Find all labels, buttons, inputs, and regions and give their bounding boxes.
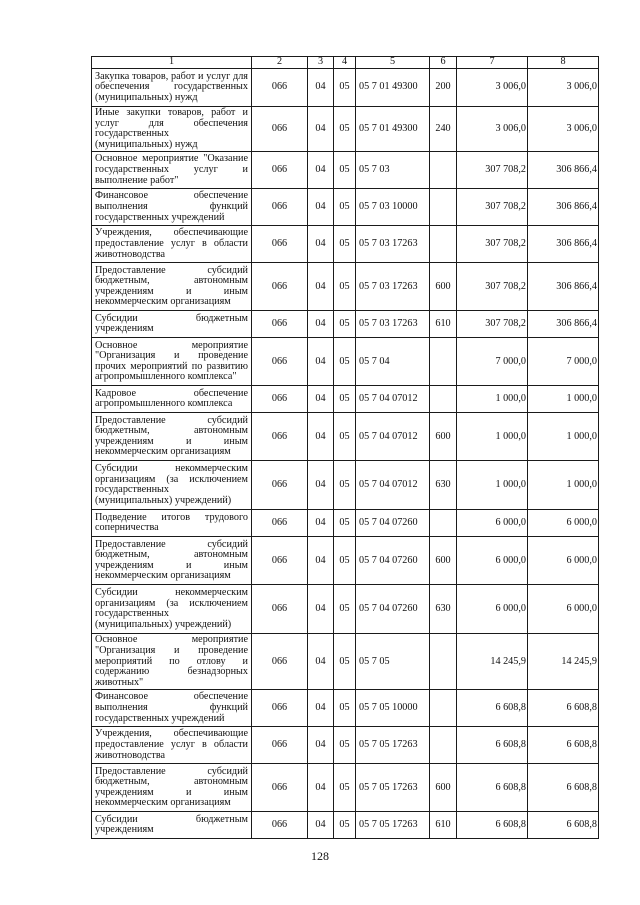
amount-first: 6 608,8 — [457, 764, 528, 812]
subsection-code: 05 — [334, 690, 356, 727]
amount-first: 307 708,2 — [457, 226, 528, 263]
expense-type-code — [430, 727, 457, 764]
column-header: 7 — [457, 57, 528, 69]
column-header: 5 — [356, 57, 430, 69]
target-article-code: 05 7 04 07012 — [356, 461, 430, 510]
section-code: 04 — [308, 311, 334, 338]
section-code: 04 — [308, 510, 334, 537]
column-header: 8 — [528, 57, 599, 69]
expense-type-code: 600 — [430, 263, 457, 311]
row-name: Финансовое обеспечение выполнения функций государственных учреждений — [92, 189, 252, 226]
section-code: 04 — [308, 461, 334, 510]
target-article-code: 05 7 03 17263 — [356, 311, 430, 338]
subsection-code: 05 — [334, 226, 356, 263]
subsection-code: 05 — [334, 189, 356, 226]
table-row — [92, 634, 599, 690]
table-row — [92, 537, 599, 585]
amount-first: 307 708,2 — [457, 311, 528, 338]
ministry-code: 066 — [252, 311, 308, 338]
section-code: 04 — [308, 537, 334, 585]
table-row — [92, 311, 599, 338]
row-name: Субсидии бюджетным учреждениям — [92, 812, 252, 839]
ministry-code: 066 — [252, 634, 308, 690]
amount-first: 6 000,0 — [457, 537, 528, 585]
ministry-code: 066 — [252, 226, 308, 263]
ministry-code: 066 — [252, 189, 308, 226]
section-code: 04 — [308, 585, 334, 634]
target-article-code: 05 7 03 — [356, 152, 430, 189]
amount-first: 1 000,0 — [457, 386, 528, 413]
subsection-code: 05 — [334, 727, 356, 764]
target-article-code: 05 7 04 07260 — [356, 585, 430, 634]
ministry-code: 066 — [252, 727, 308, 764]
table-row — [92, 764, 599, 812]
subsection-code: 05 — [334, 263, 356, 311]
ministry-code: 066 — [252, 585, 308, 634]
column-header: 6 — [430, 57, 457, 69]
section-code: 04 — [308, 764, 334, 812]
amount-first: 7 000,0 — [457, 338, 528, 386]
expense-type-code — [430, 226, 457, 263]
expense-type-code: 600 — [430, 537, 457, 585]
ministry-code: 066 — [252, 107, 308, 152]
table-row — [92, 413, 599, 461]
ministry-code: 066 — [252, 510, 308, 537]
table-row — [92, 107, 599, 152]
row-name: Основное мероприятие "Оказание государственных услуг и выполнение работ" — [92, 152, 252, 189]
amount-second: 306 866,4 — [528, 226, 599, 263]
amount-first: 6 000,0 — [457, 510, 528, 537]
subsection-code: 05 — [334, 764, 356, 812]
row-name: Предоставление субсидий бюджетным, автономным учреждениям и иным некоммерческим организациям — [92, 764, 252, 812]
expense-type-code — [430, 690, 457, 727]
target-article-code: 05 7 01 49300 — [356, 69, 430, 107]
expense-type-code — [430, 386, 457, 413]
section-code: 04 — [308, 226, 334, 263]
section-code: 04 — [308, 338, 334, 386]
table-row — [92, 338, 599, 386]
amount-second: 6 608,8 — [528, 690, 599, 727]
amount-first: 307 708,2 — [457, 263, 528, 311]
row-name: Иные закупки товаров, работ и услуг для обеспечения государственных (муниципальных) нужд — [92, 107, 252, 152]
expense-type-code: 240 — [430, 107, 457, 152]
subsection-code: 05 — [334, 107, 356, 152]
target-article-code: 05 7 04 07260 — [356, 537, 430, 585]
column-header: 2 — [252, 57, 308, 69]
ministry-code: 066 — [252, 812, 308, 839]
amount-first: 14 245,9 — [457, 634, 528, 690]
row-name: Подведение итогов трудового соперничества — [92, 510, 252, 537]
ministry-code: 066 — [252, 338, 308, 386]
subsection-code: 05 — [334, 311, 356, 338]
ministry-code: 066 — [252, 764, 308, 812]
ministry-code: 066 — [252, 386, 308, 413]
row-name: Основное мероприятие "Организация и проведение мероприятий по отлову и содержанию безнадзорных животных" — [92, 634, 252, 690]
expense-type-code — [430, 152, 457, 189]
amount-first: 307 708,2 — [457, 152, 528, 189]
row-name: Основное мероприятие "Организация и проведение прочих мероприятий по развитию агропромышленного комплекса" — [92, 338, 252, 386]
subsection-code: 05 — [334, 338, 356, 386]
table-body — [92, 69, 599, 839]
column-header: 3 — [308, 57, 334, 69]
subsection-code: 05 — [334, 585, 356, 634]
subsection-code: 05 — [334, 413, 356, 461]
ministry-code: 066 — [252, 152, 308, 189]
table-row — [92, 585, 599, 634]
target-article-code: 05 7 05 17263 — [356, 727, 430, 764]
target-article-code: 05 7 05 — [356, 634, 430, 690]
amount-second: 6 608,8 — [528, 812, 599, 839]
row-name: Предоставление субсидий бюджетным, автономным учреждениям и иным некоммерческим организациям — [92, 263, 252, 311]
amount-first: 307 708,2 — [457, 189, 528, 226]
amount-second: 306 866,4 — [528, 263, 599, 311]
amount-second: 306 866,4 — [528, 189, 599, 226]
row-name: Закупка товаров, работ и услуг для обеспечения государственных (муниципальных) нужд — [92, 69, 252, 107]
budget-table — [91, 56, 599, 839]
row-name: Субсидии бюджетным учреждениям — [92, 311, 252, 338]
amount-first: 6 608,8 — [457, 727, 528, 764]
expense-type-code — [430, 189, 457, 226]
row-name: Предоставление субсидий бюджетным, автономным учреждениям и иным некоммерческим организациям — [92, 537, 252, 585]
amount-first: 1 000,0 — [457, 413, 528, 461]
subsection-code: 05 — [334, 812, 356, 839]
target-article-code: 05 7 04 07012 — [356, 413, 430, 461]
section-code: 04 — [308, 727, 334, 764]
target-article-code: 05 7 04 — [356, 338, 430, 386]
table-row — [92, 461, 599, 510]
amount-first: 3 006,0 — [457, 69, 528, 107]
section-code: 04 — [308, 634, 334, 690]
amount-first: 6 608,8 — [457, 690, 528, 727]
amount-first: 6 608,8 — [457, 812, 528, 839]
expense-type-code: 610 — [430, 812, 457, 839]
expense-type-code: 600 — [430, 413, 457, 461]
section-code: 04 — [308, 812, 334, 839]
table-row — [92, 510, 599, 537]
section-code: 04 — [308, 107, 334, 152]
table-row — [92, 386, 599, 413]
section-code: 04 — [308, 189, 334, 226]
subsection-code: 05 — [334, 634, 356, 690]
subsection-code: 05 — [334, 510, 356, 537]
expense-type-code — [430, 338, 457, 386]
expense-type-code — [430, 634, 457, 690]
section-code: 04 — [308, 690, 334, 727]
section-code: 04 — [308, 413, 334, 461]
target-article-code: 05 7 03 17263 — [356, 263, 430, 311]
amount-second: 306 866,4 — [528, 311, 599, 338]
expense-type-code: 600 — [430, 764, 457, 812]
amount-second: 6 000,0 — [528, 585, 599, 634]
expense-type-code: 630 — [430, 461, 457, 510]
amount-second: 1 000,0 — [528, 413, 599, 461]
table-row — [92, 69, 599, 107]
amount-second: 6 608,8 — [528, 727, 599, 764]
section-code: 04 — [308, 152, 334, 189]
row-name: Предоставление субсидий бюджетным, автономным учреждениям и иным некоммерческим организациям — [92, 413, 252, 461]
expense-type-code — [430, 510, 457, 537]
table-row — [92, 727, 599, 764]
table-row — [92, 690, 599, 727]
target-article-code: 05 7 04 07260 — [356, 510, 430, 537]
expense-type-code: 610 — [430, 311, 457, 338]
amount-second: 3 006,0 — [528, 107, 599, 152]
target-article-code: 05 7 03 17263 — [356, 226, 430, 263]
row-name: Учреждения, обеспечивающие предоставление услуг в области животноводства — [92, 727, 252, 764]
amount-second: 306 866,4 — [528, 152, 599, 189]
target-article-code: 05 7 03 10000 — [356, 189, 430, 226]
amount-second: 6 000,0 — [528, 537, 599, 585]
amount-first: 3 006,0 — [457, 107, 528, 152]
expense-type-code: 200 — [430, 69, 457, 107]
target-article-code: 05 7 05 10000 — [356, 690, 430, 727]
table-row — [92, 226, 599, 263]
amount-second: 3 006,0 — [528, 69, 599, 107]
target-article-code: 05 7 04 07012 — [356, 386, 430, 413]
ministry-code: 066 — [252, 461, 308, 510]
amount-first: 1 000,0 — [457, 461, 528, 510]
subsection-code: 05 — [334, 537, 356, 585]
amount-second: 7 000,0 — [528, 338, 599, 386]
subsection-code: 05 — [334, 69, 356, 107]
amount-second: 14 245,9 — [528, 634, 599, 690]
amount-first: 6 000,0 — [457, 585, 528, 634]
target-article-code: 05 7 05 17263 — [356, 764, 430, 812]
subsection-code: 05 — [334, 386, 356, 413]
row-name: Финансовое обеспечение выполнения функций государственных учреждений — [92, 690, 252, 727]
amount-second: 1 000,0 — [528, 461, 599, 510]
table-row — [92, 152, 599, 189]
page-number: 128 — [311, 849, 329, 863]
row-name: Учреждения, обеспечивающие предоставление услуг в области животноводства — [92, 226, 252, 263]
section-code: 04 — [308, 69, 334, 107]
table-row — [92, 189, 599, 226]
ministry-code: 066 — [252, 263, 308, 311]
target-article-code: 05 7 05 17263 — [356, 812, 430, 839]
amount-second: 6 608,8 — [528, 764, 599, 812]
subsection-code: 05 — [334, 152, 356, 189]
column-header: 4 — [334, 57, 356, 69]
section-code: 04 — [308, 263, 334, 311]
table-row — [92, 263, 599, 311]
subsection-code: 05 — [334, 461, 356, 510]
header-row — [92, 57, 599, 69]
ministry-code: 066 — [252, 413, 308, 461]
section-code: 04 — [308, 386, 334, 413]
ministry-code: 066 — [252, 69, 308, 107]
column-header: 1 — [92, 57, 252, 69]
table-row — [92, 812, 599, 839]
row-name: Субсидии некоммерческим организациям (за исключением государственных (муниципальных) учреждений) — [92, 461, 252, 510]
ministry-code: 066 — [252, 537, 308, 585]
amount-second: 6 000,0 — [528, 510, 599, 537]
expense-type-code: 630 — [430, 585, 457, 634]
row-name: Субсидии некоммерческим организациям (за исключением государственных (муниципальных) учреждений) — [92, 585, 252, 634]
amount-second: 1 000,0 — [528, 386, 599, 413]
target-article-code: 05 7 01 49300 — [356, 107, 430, 152]
ministry-code: 066 — [252, 690, 308, 727]
row-name: Кадровое обеспечение агропромышленного комплекса — [92, 386, 252, 413]
